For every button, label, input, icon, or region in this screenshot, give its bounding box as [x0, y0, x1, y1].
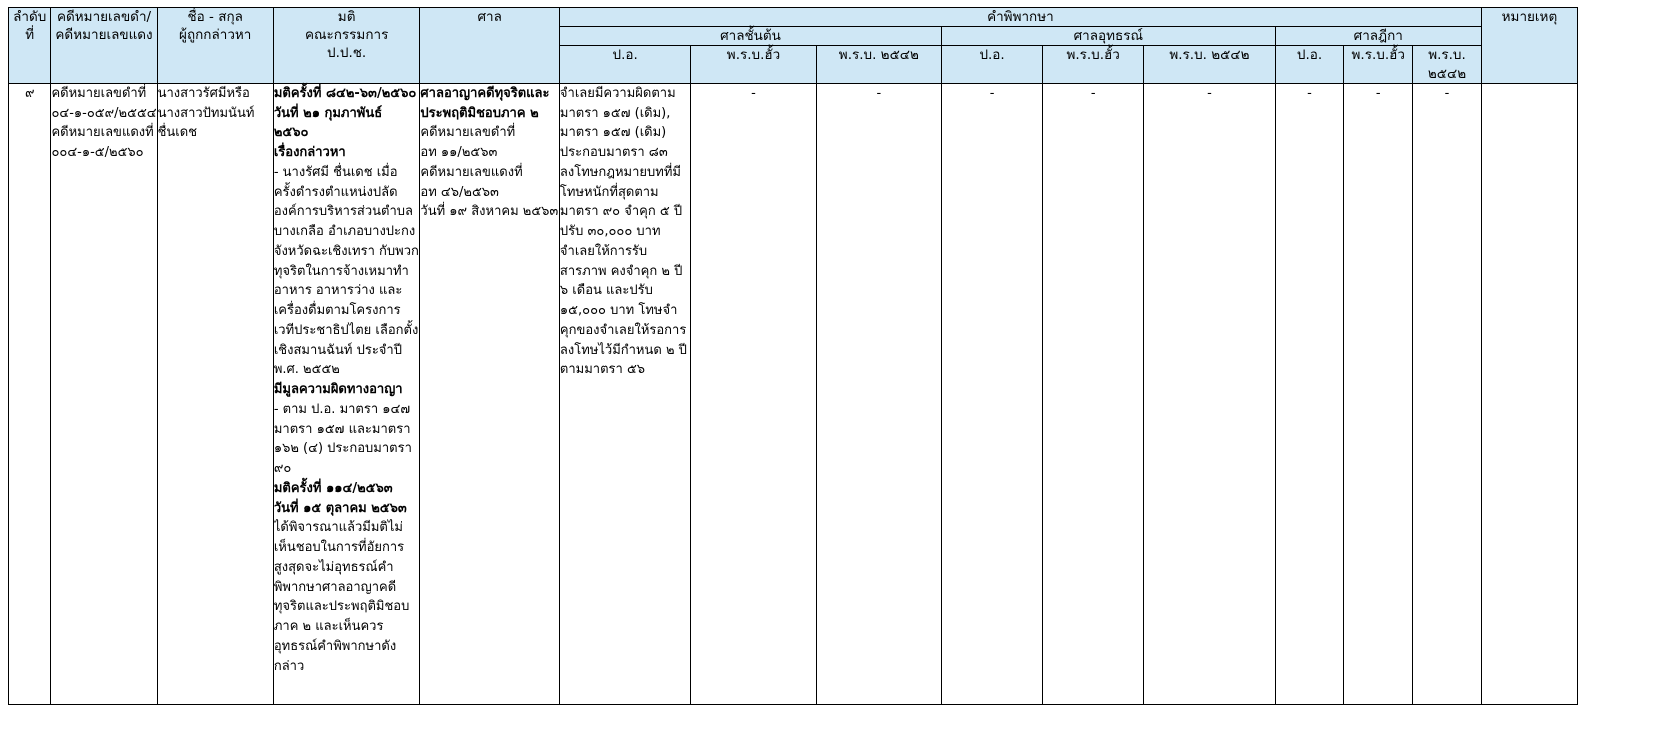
cell-first-criminal: จำเลยมีความผิดตามมาตรา ๑๕๗ (เดิม), มาตรา ๑๕๗ (เดิม) ประกอบมาตรา ๘๓ ลงโทษกฎหมายบทที่มีโทษหนักที่สุดตามมาตรา ๙๐ จำคุก ๕ ปี ปรับ ๓๐,๐๐๐ บาท จำเลยให้การรับสารภาพ คงจำคุก ๒ ปี ๖ เดือน และปรับ ๑๕,๐๐๐ บาท โทษจำคุกของจำเลยให้รอการลงโทษไว้มีกำหนด ๒ ปี ตามมาตรา ๕๖ [559, 83, 690, 704]
header-note: หมายเหตุ [1481, 8, 1577, 84]
header-judgement: คำพิพากษา [559, 8, 1481, 27]
cell-first-2542: - [816, 83, 941, 704]
court-name-line-2: ประพฤติมิชอบภาค ๒ [420, 105, 539, 121]
cell-supreme-2542: - [1413, 83, 1482, 704]
header-court: ศาล [420, 8, 560, 84]
header-supreme-criminal: ป.อ. [1275, 46, 1344, 83]
table-row [9, 83, 1578, 704]
case-black-label: คดีหมายเลขดำที่ [51, 85, 147, 101]
resolution-heading-6: วันที่ ๑๕ ตุลาคม ๒๕๖๓ [273, 500, 407, 516]
header-accused-name: ชื่อ - สกุล ผู้ถูกกล่าวหา [157, 8, 273, 84]
court-name-line-1: ศาลอาญาคดีทุจริตและ [420, 85, 550, 101]
resolution-heading-5: มติครั้งที่ ๑๑๔/๒๕๖๓ [273, 480, 393, 496]
court-black-label: คดีหมายเลขดำที่ [420, 125, 516, 141]
cell-case-numbers [51, 83, 157, 704]
resolution-heading-2: วันที่ ๒๑ กุมภาพันธ์ ๒๕๖๐ [273, 105, 383, 141]
cell-supreme-criminal: - [1275, 83, 1344, 704]
cell-accused-name: นางสาวรัศมีหรือนางสาวปัทมนันท์ ชื่นเดช [157, 83, 273, 704]
cell-order-no: ๙ [9, 83, 51, 704]
cell-appeal-2542: - [1144, 83, 1275, 704]
resolution-heading-4: มีมูลความผิดทางอาญา [273, 382, 403, 398]
header-order: ลำดับ ที่ [9, 8, 51, 84]
header-appeal-2542: พ.ร.บ. ๒๕๔๒ [1144, 46, 1275, 83]
header-court-first: ศาลชั้นต้น [559, 27, 941, 46]
cell-appeal-bid: - [1043, 83, 1144, 704]
cell-note [1481, 83, 1577, 704]
header-resolution: มติ คณะกรรมการ ป.ป.ช. [273, 8, 420, 84]
header-appeal-criminal: ป.อ. [942, 46, 1043, 83]
header-supreme-bid: พ.ร.บ.ฮั้ว [1344, 46, 1413, 83]
header-appeal-bid: พ.ร.บ.ฮั้ว [1043, 46, 1144, 83]
header-case-number: คดีหมายเลขดำ/ คดีหมายเลขแดง [51, 8, 157, 84]
court-black-no: อท ๑๑/๒๕๖๓ [420, 145, 498, 161]
cell-resolution [273, 83, 420, 704]
case-red-no: ๐๐๔-๑-๕/๒๕๖๐ [51, 145, 144, 161]
resolution-body-2: - ตาม ป.อ. มาตรา ๑๔๗ มาตรา ๑๕๗ และมาตรา ๑๖๒ (๔) ประกอบมาตรา ๙๐ [273, 401, 412, 477]
case-black-no: ๐๔-๑-๐๕๙/๒๕๕๔ [51, 105, 157, 121]
case-table [8, 7, 1578, 705]
cell-first-bid: - [691, 83, 816, 704]
case-red-label: คดีหมายเลขแดงที่ [51, 125, 154, 141]
document-page [0, 7, 1656, 754]
header-court-supreme: ศาลฎีกา [1275, 27, 1481, 46]
cell-appeal-criminal: - [942, 83, 1043, 704]
table-body [9, 83, 1578, 704]
resolution-heading-1: มติครั้งที่ ๘๔๒-๖๓/๒๕๖๐ [273, 85, 417, 101]
cell-court [420, 83, 560, 704]
header-first-2542: พ.ร.บ. ๒๕๔๒ [816, 46, 941, 83]
header-first-criminal: ป.อ. [559, 46, 690, 83]
court-red-no: อท ๔๖/๒๕๖๓ [420, 184, 499, 200]
resolution-body-1: - นางรัศมี ชื่นเดช เมื่อครั้งดำรงตำแหน่งปลัดองค์การบริหารส่วนตำบลบางเกลือ อำเภอบางปะกง จังหวัดฉะเชิงเทรา กับพวก ทุจริตในการจ้างเหมาทำอาหาร อาหารว่าง และเครื่องดื่มตามโครงการเวทีประชาธิปไตย เลือกตั้งเชิงสมานฉันท์ ประจำปี พ.ศ. ๒๕๕๒ [273, 164, 419, 378]
header-court-appeal: ศาลอุทธรณ์ [942, 27, 1276, 46]
header-supreme-2542: พ.ร.บ. ๒๕๔๒ [1413, 46, 1482, 83]
table-header [9, 8, 1578, 84]
resolution-body-3: ได้พิจารณาแล้วมีมติไม่เห็นชอบในการที่อัยการสูงสุดจะไม่อุทธรณ์คำพิพากษาศาลอาญาคดีทุจริตและประพฤติมิชอบภาค ๒ และเห็นควรอุทธรณ์คำพิพากษาดังกล่าว [273, 520, 410, 674]
resolution-heading-3: เรื่องกล่าวหา [273, 145, 346, 161]
court-red-label: คดีหมายเลขแดงที่ [420, 164, 523, 180]
header-first-bid: พ.ร.บ.ฮั้ว [691, 46, 816, 83]
court-date: วันที่ ๑๙ สิงหาคม ๒๕๖๓ [420, 204, 559, 220]
cell-supreme-bid: - [1344, 83, 1413, 704]
